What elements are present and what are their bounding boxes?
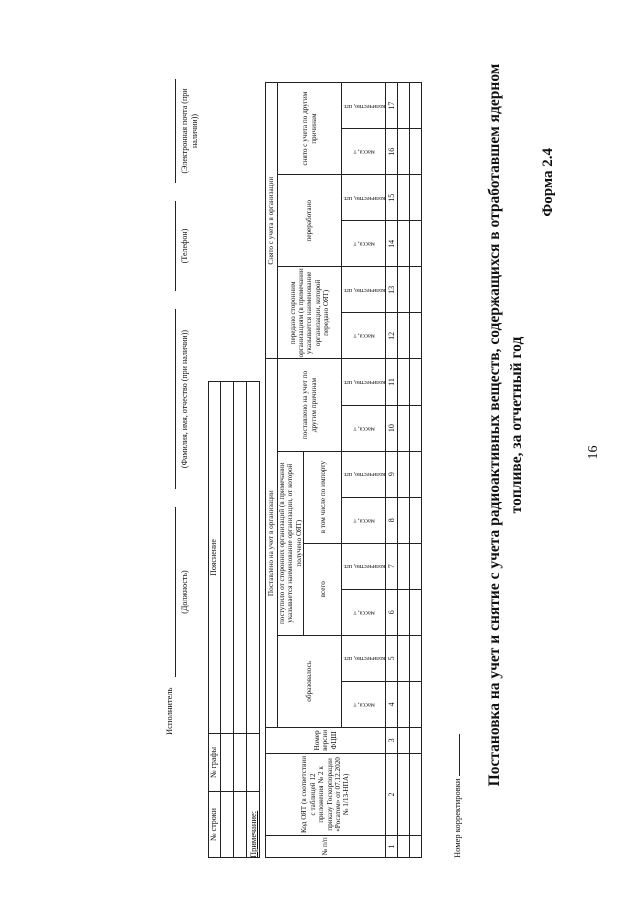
- header-other-removed: снято с учета по другим причинам: [278, 83, 342, 175]
- note-header-column: № графы: [209, 734, 221, 792]
- column-number: 7: [386, 543, 398, 589]
- table-cell[interactable]: [410, 267, 422, 313]
- table-cell[interactable]: [398, 175, 410, 221]
- header-registered: Поставлено на учет в организации: [266, 359, 278, 727]
- mass-unit-label: масса, т: [353, 425, 375, 433]
- column-number: 4: [386, 681, 398, 727]
- table-cell[interactable]: [398, 727, 410, 753]
- mass-unit-label: масса, т: [353, 241, 375, 249]
- table-cell[interactable]: [398, 313, 410, 359]
- header-quantity: [342, 175, 386, 221]
- name-line[interactable]: [175, 309, 176, 489]
- header-import: в том числе по импорту: [304, 451, 342, 543]
- table-cell[interactable]: [410, 681, 422, 727]
- correction-number-label: Номер корректировки: [452, 778, 462, 858]
- column-number: 2: [386, 753, 398, 835]
- main-table: [265, 82, 422, 858]
- table-cell[interactable]: [398, 497, 410, 543]
- mass-unit-label: масса, т: [353, 701, 375, 709]
- header-mass: [342, 405, 386, 451]
- header-mass: [342, 129, 386, 175]
- quantity-unit-label: количество, шт.: [343, 287, 386, 295]
- phone-line[interactable]: [175, 201, 176, 291]
- table-row: [247, 382, 260, 858]
- table-row: [398, 83, 410, 858]
- header-mass: [342, 313, 386, 359]
- quantity-unit-label: количество, шт.: [343, 563, 386, 571]
- position-caption: (Должность): [180, 570, 189, 614]
- form-label: Форма 2.4: [540, 148, 556, 217]
- header-other-registered: поставлено на учет по другим причинам: [278, 359, 342, 451]
- note-cell[interactable]: [234, 382, 247, 734]
- page-number: 16: [586, 445, 601, 460]
- email-line[interactable]: [175, 79, 176, 183]
- table-row: [234, 382, 247, 858]
- header-transferred: передано сторонним организациям (в примечании указывается наименование организации, которой передано ОЯТ): [278, 267, 342, 359]
- table-cell[interactable]: [398, 405, 410, 451]
- note-label: Примечание:: [248, 810, 258, 858]
- header-quantity: [342, 635, 386, 681]
- column-number: 10: [386, 405, 398, 451]
- column-number: 1: [386, 835, 398, 857]
- header-fcs-version: Номер версии ФЦШ: [266, 727, 386, 753]
- note-cell[interactable]: [234, 792, 247, 858]
- quantity-unit-label: количество, шт.: [343, 102, 386, 110]
- note-header-row: № строки: [209, 792, 221, 858]
- header-quantity: [342, 451, 386, 497]
- quantity-unit-label: количество, шт.: [343, 379, 386, 387]
- name-caption: (Фамилия, имя, отчество (при наличии)): [180, 329, 189, 469]
- header-formed: образовалось: [278, 635, 342, 727]
- header-quantity: [342, 83, 386, 129]
- correction-number: [452, 734, 462, 858]
- header-quantity: [342, 267, 386, 313]
- mass-unit-label: масса, т: [353, 609, 375, 617]
- header-quantity: [342, 359, 386, 405]
- table-cell[interactable]: [410, 221, 422, 267]
- table-cell[interactable]: [410, 635, 422, 681]
- column-number: 17: [386, 83, 398, 129]
- table-cell[interactable]: [410, 359, 422, 405]
- column-number: 12: [386, 313, 398, 359]
- header-mass: [342, 221, 386, 267]
- table-cell[interactable]: [410, 753, 422, 835]
- header-quantity: [342, 543, 386, 589]
- note-cell[interactable]: [247, 382, 260, 734]
- note-cell[interactable]: [247, 734, 260, 792]
- correction-number-field[interactable]: [459, 734, 460, 776]
- table-cell[interactable]: [410, 835, 422, 857]
- header-mass: [342, 681, 386, 727]
- table-cell[interactable]: [398, 681, 410, 727]
- table-cell[interactable]: [398, 359, 410, 405]
- table-cell[interactable]: [398, 221, 410, 267]
- header-processed: переработано: [278, 175, 342, 267]
- table-cell[interactable]: [398, 267, 410, 313]
- column-number: 5: [386, 635, 398, 681]
- table-row: [221, 382, 234, 858]
- table-cell[interactable]: [410, 405, 422, 451]
- table-cell[interactable]: [410, 589, 422, 635]
- column-number: 6: [386, 589, 398, 635]
- column-number: 15: [386, 175, 398, 221]
- column-number: 11: [386, 359, 398, 405]
- quantity-unit-label: количество, шт.: [343, 194, 386, 202]
- phone-caption: (Телефон): [180, 228, 189, 264]
- table-cell[interactable]: [410, 83, 422, 129]
- note-cell[interactable]: [221, 792, 234, 858]
- header-received: поступило от сторонних организаций (в примечании указывается наименование организации, от которой получено ОЯТ): [278, 451, 304, 635]
- header-mass: [342, 497, 386, 543]
- table-cell[interactable]: [398, 635, 410, 681]
- mass-unit-label: масса, т: [353, 148, 375, 156]
- note-cell[interactable]: [234, 734, 247, 792]
- header-code: Код ОЯТ (в соответствии с таблицей 12 приложения № 2 к приказу Госкорпорации «Росатом» от 07.12.2020 № 1/13-НПА): [266, 753, 386, 835]
- table-cell[interactable]: [398, 83, 410, 129]
- column-number: 3: [386, 727, 398, 753]
- header-num: № п/п: [266, 835, 386, 857]
- table-cell[interactable]: [398, 451, 410, 497]
- executor-label: Исполнитель: [164, 687, 174, 735]
- table-cell[interactable]: [410, 497, 422, 543]
- table-cell[interactable]: [410, 451, 422, 497]
- note-cell[interactable]: [221, 382, 234, 734]
- header-removed: Снято с учета в организации: [266, 83, 278, 359]
- table-cell[interactable]: [410, 175, 422, 221]
- table-cell[interactable]: [398, 589, 410, 635]
- quantity-unit-label: количество, шт.: [343, 471, 386, 479]
- header-total: всего: [304, 543, 342, 635]
- table-cell[interactable]: [410, 313, 422, 359]
- table-cell[interactable]: [410, 543, 422, 589]
- mass-unit-label: масса, т: [353, 517, 375, 525]
- column-number: 13: [386, 267, 398, 313]
- table-cell[interactable]: [410, 129, 422, 175]
- table-cell[interactable]: [398, 753, 410, 835]
- column-number: 9: [386, 451, 398, 497]
- column-number: 16: [386, 129, 398, 175]
- email-caption: (Электронная почта (при наличии)): [180, 88, 199, 174]
- header-mass: [342, 589, 386, 635]
- mass-unit-label: масса, т: [353, 333, 375, 341]
- column-number-row: [386, 83, 398, 858]
- note-cell[interactable]: [221, 734, 234, 792]
- note-header-explanation: Пояснение: [209, 382, 221, 734]
- quantity-unit-label: количество, шт.: [343, 655, 386, 663]
- note-cell[interactable]: [247, 792, 260, 858]
- position-line[interactable]: [175, 507, 176, 677]
- column-number: 14: [386, 221, 398, 267]
- signature-block: [0, 0, 200, 905]
- note-table: [208, 381, 260, 858]
- table-cell[interactable]: [410, 727, 422, 753]
- table-row: [410, 83, 422, 858]
- document-title: Постановка на учет и снятие с учета радиоактивных веществ, содержащихся в отработавшем ядерном топливе, за отчетный год: [486, 63, 525, 787]
- column-number: 8: [386, 497, 398, 543]
- table-cell[interactable]: [398, 835, 410, 857]
- table-cell[interactable]: [398, 543, 410, 589]
- table-cell[interactable]: [398, 129, 410, 175]
